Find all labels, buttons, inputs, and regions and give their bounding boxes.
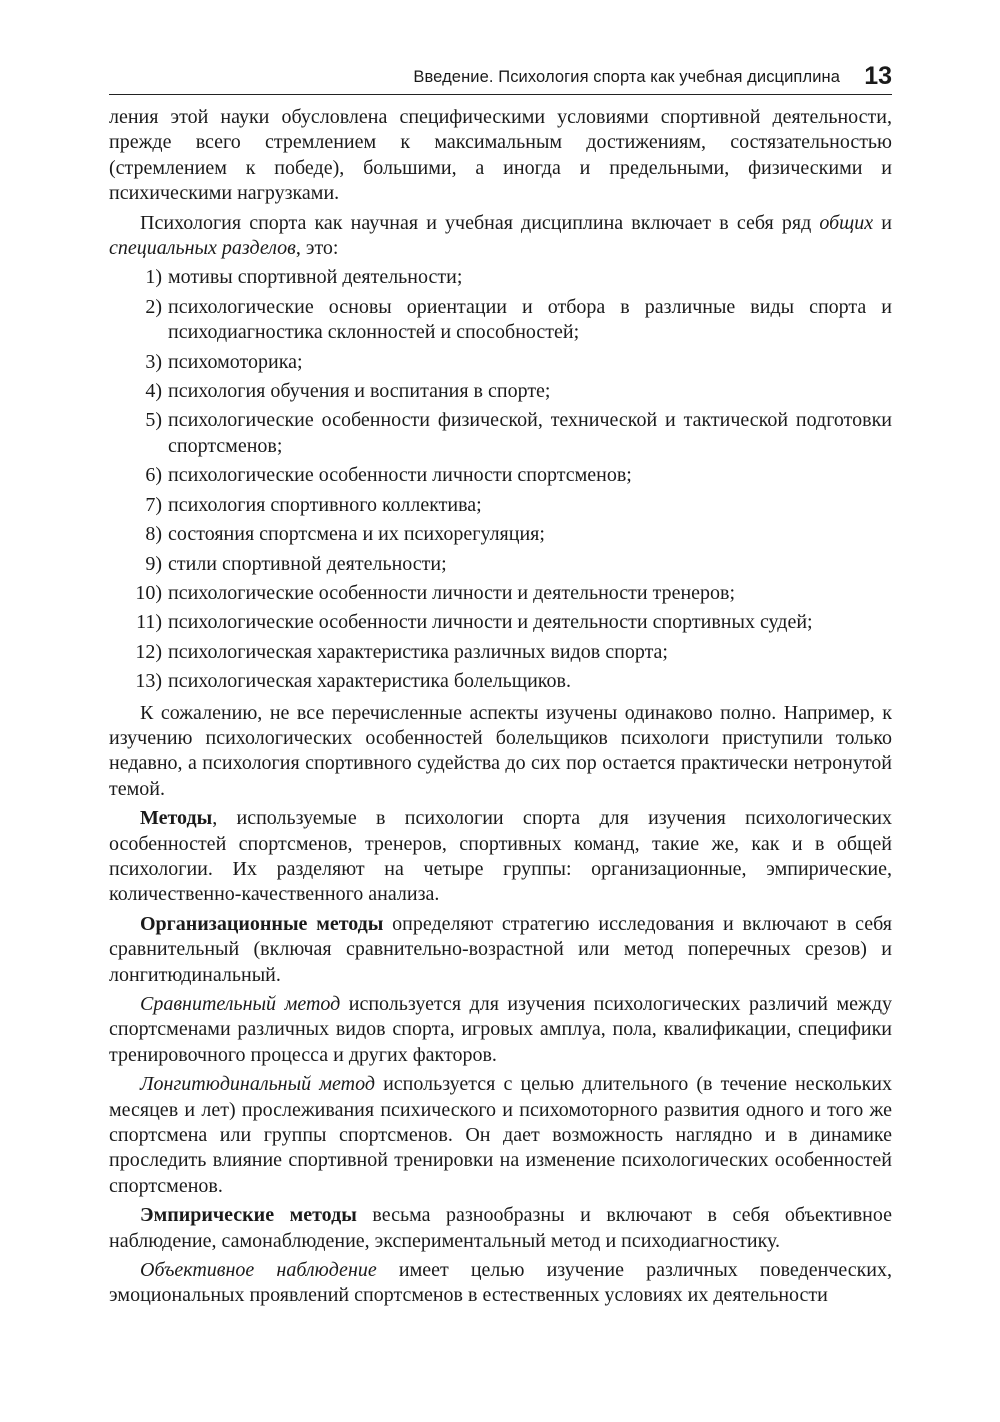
list-item bbox=[109, 610, 892, 635]
text-run: весьма разнообразны и включают в себя объективное наблюдение, самонаблюдение, экспериментальный метод и психодиагностику. bbox=[109, 1204, 892, 1252]
list-item-number: 4) bbox=[145, 380, 162, 403]
text-run: , это: bbox=[295, 237, 339, 260]
list-item-number: 10) bbox=[135, 581, 162, 604]
list-item-number: 13) bbox=[135, 670, 162, 693]
list-item-text: психологические особенности личности и деятельности спортивных судей; bbox=[168, 611, 813, 634]
list-item-text: психологическая характеристика болельщиков. bbox=[168, 670, 571, 693]
running-title: Введение. Психология спорта как учебная дисциплина bbox=[413, 68, 840, 86]
list-item bbox=[109, 552, 892, 577]
list-item bbox=[109, 265, 892, 290]
paragraph-comparative-method bbox=[109, 992, 892, 1068]
list-item bbox=[109, 295, 892, 346]
list-item-text: психологические особенности физической, технической и тактической подготовки спортсменов; bbox=[168, 409, 892, 457]
list-item-text: психология спортивного коллектива; bbox=[168, 493, 482, 516]
list-item-number: 6) bbox=[145, 464, 162, 487]
text-run: и bbox=[873, 211, 893, 234]
list-item-number: 11) bbox=[136, 611, 162, 634]
italic-term-objective-observation: Объективное наблюдение bbox=[140, 1259, 377, 1282]
paragraph-sections-intro bbox=[109, 211, 892, 262]
text-run: имеет целью изучение различных поведенческих, эмоциональных проявлений спортсменов в естественных условиях их деятельности bbox=[109, 1259, 893, 1307]
list-item-text: психологические основы ориентации и отбора в различные виды спорта и психодиагностика склонностей и способностей; bbox=[168, 295, 892, 344]
list-item bbox=[109, 379, 892, 404]
page-number: 13 bbox=[864, 62, 892, 90]
bold-term-organizational-methods: Организационные методы bbox=[140, 912, 384, 935]
list-item-text: психологические особенности личности и деятельности тренеров; bbox=[168, 581, 736, 604]
paragraph-organizational-methods bbox=[109, 912, 892, 988]
paragraph-empirical-methods bbox=[109, 1203, 892, 1254]
list-item bbox=[109, 493, 892, 518]
list-item bbox=[109, 581, 892, 606]
list-item-text: стили спортивной деятельности; bbox=[168, 552, 447, 575]
text-run: используется для изучения психологических различий между спортсменами различных видов спорта, игровых амплуа, пола, квалификации, специфики тренировочного процесса и других факторов. bbox=[109, 993, 893, 1066]
book-page bbox=[109, 62, 892, 1313]
list-item-text: психология обучения и воспитания в спорте; bbox=[168, 380, 551, 403]
bold-term-methods: Методы bbox=[140, 807, 213, 830]
sections-list bbox=[109, 265, 892, 694]
italic-term-general: общих bbox=[819, 211, 874, 234]
list-item bbox=[109, 350, 892, 375]
list-item-text: мотивы спортивной деятельности; bbox=[168, 266, 463, 289]
paragraph-methods bbox=[109, 806, 892, 908]
list-item bbox=[109, 522, 892, 547]
list-item-text: психомоторика; bbox=[168, 350, 303, 373]
list-item bbox=[109, 408, 892, 459]
text-run: , используемые в психологии спорта для изучения психологических особенностей спортсменов, тренеров, спортивных команд, такие же, как и в общей психологии. Их разделяют на четыре группы: организационные, эмпирические, количественно-качественного анализа. bbox=[109, 807, 892, 906]
list-item-number: 3) bbox=[145, 350, 162, 373]
list-item-number: 7) bbox=[145, 493, 162, 516]
list-item bbox=[109, 640, 892, 665]
text-run: определяют стратегию исследования и включают в себя сравнительный (включая сравнительно-возрастной или метод поперечных срезов) и лонгитюдинальный. bbox=[109, 912, 892, 986]
list-item-number: 9) bbox=[145, 552, 162, 575]
italic-term-longitudinal-method: Лонгитюдинальный метод bbox=[140, 1073, 375, 1096]
text-run: используется с целью длительного (в течение нескольких месяцев и лет) прослеживания психического и психомоторного развития одного и того же спортсмена или группы спортсменов. Он дает возможность наглядно и в динамике проследить влияние спортивной тренировки на изменение психологических особенностей спортсменов. bbox=[109, 1073, 892, 1197]
paragraph-regret: К сожалению, не все перечисленные аспекты изучены одинаково полно. Например, к изучению психологических особенностей болельщиков психологи приступили только недавно, а психология спортивного судейства до сих пор остается практически нетронутой темой. bbox=[109, 701, 892, 800]
italic-term-comparative-method: Сравнительный метод bbox=[140, 993, 341, 1015]
list-item-text: состояния спортсмена и их психорегуляция; bbox=[168, 523, 545, 546]
list-item-number: 2) bbox=[145, 295, 162, 318]
paragraph-continuation: ления этой науки обусловлена специфическими условиями спортивной деятельности, прежде всего стремлением к максимальным достижениям, состязательностью (стремлением к победе), большими, а иногда и предельными, физическими и психическими нагрузками. bbox=[109, 106, 892, 205]
list-item-number: 1) bbox=[145, 266, 162, 289]
list-item bbox=[109, 669, 892, 694]
list-item-number: 5) bbox=[145, 409, 162, 432]
list-item-number: 8) bbox=[145, 523, 162, 546]
page-body bbox=[109, 105, 892, 1309]
paragraph-longitudinal-method bbox=[109, 1072, 892, 1199]
italic-term-special-sections: специальных разделов bbox=[109, 237, 296, 260]
text-run: Психология спорта как научная и учебная дисциплина включает в себя ряд bbox=[140, 211, 820, 234]
list-item-text: психологическая характеристика различных видов спорта; bbox=[168, 640, 668, 663]
running-header bbox=[109, 62, 892, 95]
list-item-number: 12) bbox=[135, 640, 162, 663]
paragraph-objective-observation bbox=[109, 1258, 892, 1309]
bold-term-empirical-methods: Эмпирические методы bbox=[140, 1204, 357, 1227]
list-item-text: психологические особенности личности спортсменов; bbox=[168, 464, 632, 487]
list-item bbox=[109, 463, 892, 488]
